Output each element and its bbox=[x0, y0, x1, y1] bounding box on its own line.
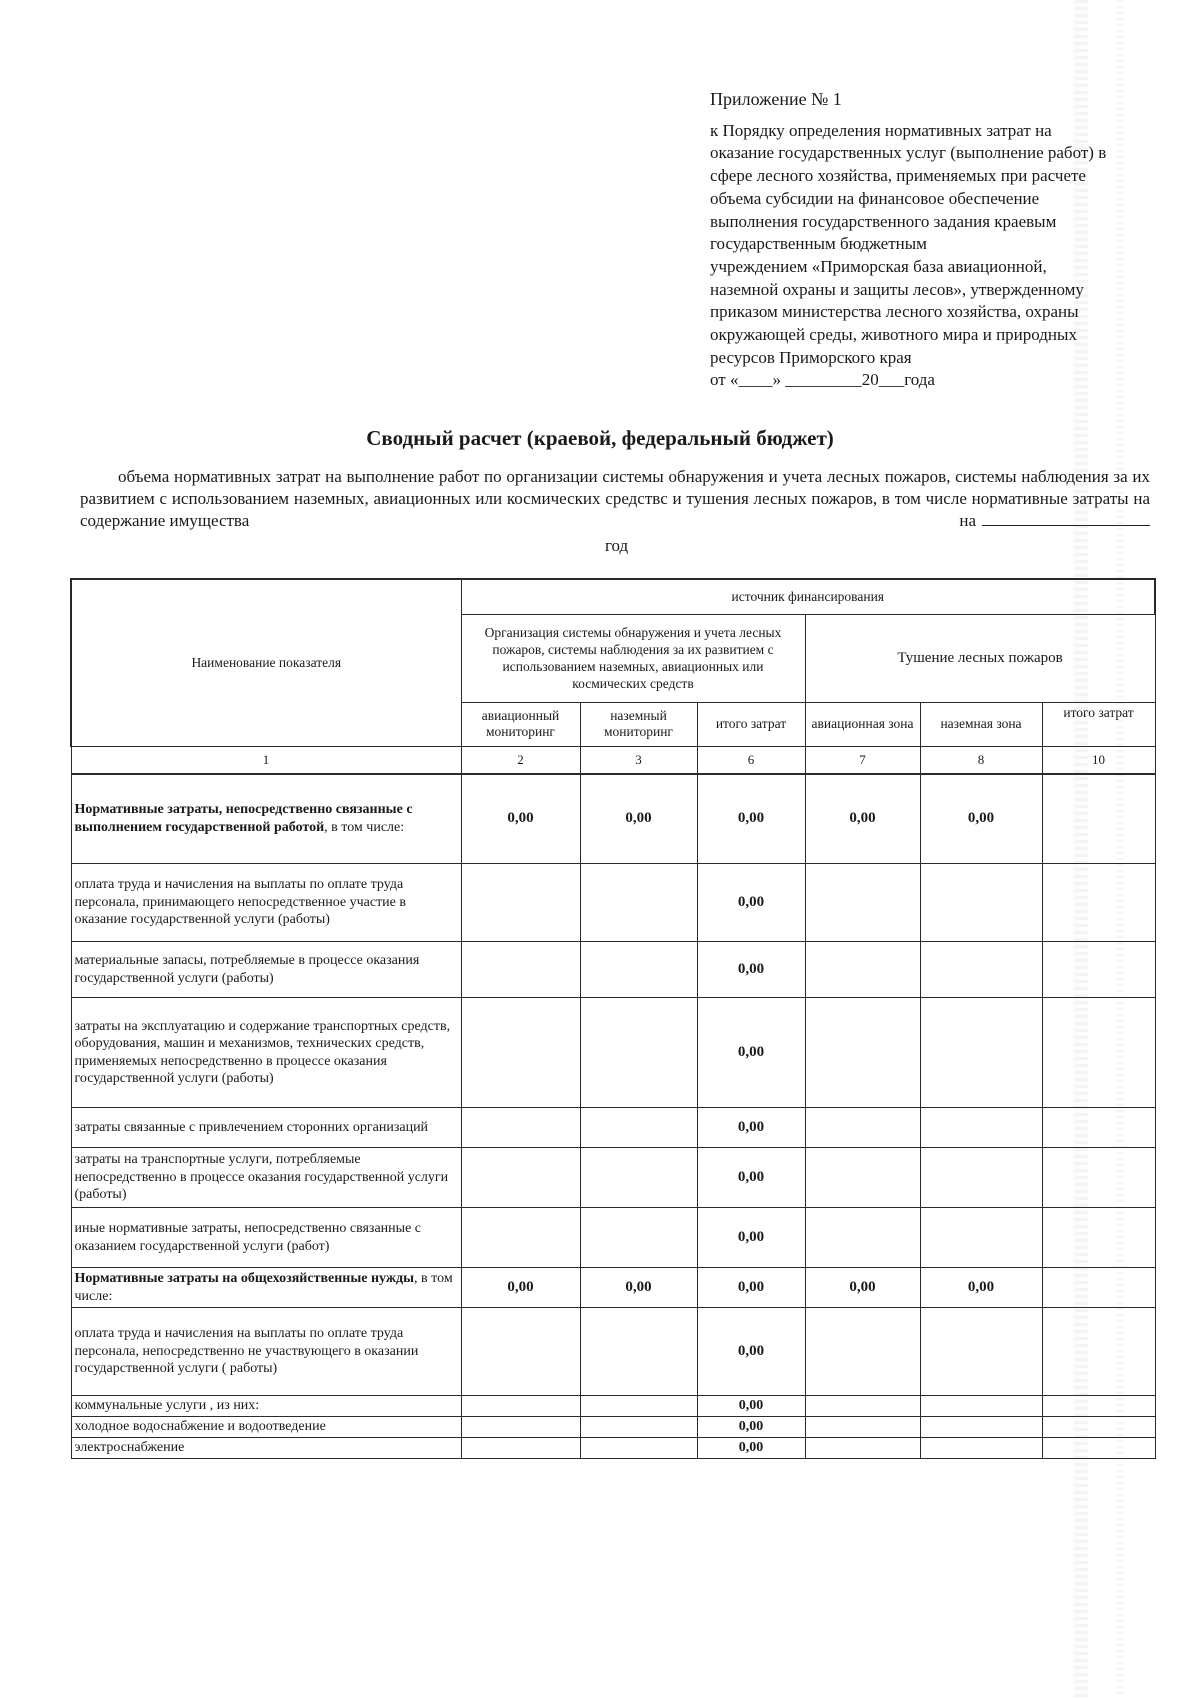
col-number: 2 bbox=[461, 746, 580, 774]
value-cell: 0,00 bbox=[697, 1208, 805, 1268]
value-cell bbox=[1042, 1438, 1155, 1459]
value-cell bbox=[920, 998, 1042, 1108]
indicator-name bbox=[71, 942, 461, 998]
value-cell bbox=[580, 1208, 697, 1268]
table-row bbox=[71, 1148, 1155, 1208]
indicator-name-text: затраты на эксплуатацию и содержание транспортных средств, оборудования, машин и механизмов, технических средств, применяемых непосредственно в процессе оказания государственной услуги (работы) bbox=[74, 1018, 451, 1086]
value-cell bbox=[805, 1396, 920, 1417]
value-cell bbox=[805, 1108, 920, 1148]
header-indicator-name: Наименование показателя bbox=[71, 579, 461, 746]
value-cell bbox=[805, 864, 920, 942]
value-cell bbox=[1042, 1396, 1155, 1417]
indicator-name bbox=[71, 1148, 461, 1208]
value-cell: 0,00 bbox=[697, 1108, 805, 1148]
indicator-name-text: затраты связанные с привлечением сторонних организаций bbox=[74, 1119, 429, 1135]
indicator-name-text: коммунальные услуги , из них: bbox=[74, 1398, 260, 1413]
indicator-name-bold: Нормативные затраты, непосредственно связанные с выполнением государственной работой bbox=[74, 802, 413, 835]
value-cell: 0,00 bbox=[697, 1438, 805, 1459]
value-cell: 0,00 bbox=[697, 998, 805, 1108]
date-blank-line bbox=[982, 511, 1150, 526]
table-body bbox=[71, 774, 1155, 1459]
table-row bbox=[71, 1208, 1155, 1268]
value-cell bbox=[805, 1148, 920, 1208]
value-cell bbox=[461, 1108, 580, 1148]
value-cell: 0,00 bbox=[697, 1308, 805, 1396]
value-cell bbox=[1042, 1417, 1155, 1438]
value-cell bbox=[1042, 1108, 1155, 1148]
column-number-row bbox=[71, 746, 1155, 774]
indicator-name-text: оплата труда и начисления на выплаты по оплате труда персонала, непосредственно не участвующего в оказании государственной услуги ( работы) bbox=[74, 1326, 419, 1377]
indicator-name bbox=[71, 1108, 461, 1148]
value-cell: 0,00 bbox=[697, 1417, 805, 1438]
col-number: 6 bbox=[697, 746, 805, 774]
indicator-name bbox=[71, 1208, 461, 1268]
table-row bbox=[71, 1417, 1155, 1438]
appendix-line: приказом министерства лесного хозяйства, охраны bbox=[710, 302, 1079, 322]
value-cell bbox=[461, 1396, 580, 1417]
value-cell bbox=[805, 1438, 920, 1459]
value-cell bbox=[920, 1438, 1042, 1459]
value-cell bbox=[461, 998, 580, 1108]
appendix-date-line: от «____» _________20___года bbox=[710, 370, 935, 390]
value-cell: 0,00 bbox=[805, 1268, 920, 1308]
value-cell: 0,00 bbox=[805, 774, 920, 864]
col-number: 7 bbox=[805, 746, 920, 774]
value-cell bbox=[805, 1417, 920, 1438]
value-cell bbox=[580, 864, 697, 942]
indicator-name-bold: Нормативные затраты на общехозяйственные нужды bbox=[74, 1271, 415, 1286]
value-cell: 0,00 bbox=[697, 1396, 805, 1417]
year-label: год bbox=[605, 536, 629, 555]
value-cell bbox=[1042, 864, 1155, 942]
value-cell bbox=[461, 1308, 580, 1396]
table-row bbox=[71, 864, 1155, 942]
appendix-line: учреждением «Приморская база авиационной, bbox=[710, 256, 1047, 276]
value-cell bbox=[920, 1417, 1042, 1438]
value-cell bbox=[1042, 774, 1155, 864]
table-row bbox=[71, 1308, 1155, 1396]
appendix-title: Приложение № 1 bbox=[710, 89, 842, 109]
col-number: 8 bbox=[920, 746, 1042, 774]
table-row bbox=[71, 1396, 1155, 1417]
appendix-line: к Порядку определения нормативных затрат на bbox=[710, 120, 1052, 140]
value-cell: 0,00 bbox=[580, 774, 697, 864]
indicator-name bbox=[71, 774, 461, 864]
appendix-line: сфере лесного хозяйства, применяемых при расчете bbox=[710, 166, 1086, 186]
header-group-detection: Организация системы обнаружения и учета лесных пожаров, системы наблюдения за их развитием с использованием наземных, авиационных или космических средств bbox=[461, 614, 805, 702]
appendix-line: ресурсов Приморского края bbox=[710, 347, 912, 367]
value-cell bbox=[1042, 998, 1155, 1108]
value-cell: 0,00 bbox=[697, 942, 805, 998]
date-field bbox=[921, 510, 1150, 532]
document-title: Сводный расчет (краевой, федеральный бюджет) bbox=[366, 426, 834, 450]
indicator-name bbox=[71, 1268, 461, 1308]
appendix-line: выполнения государственного задания краевым bbox=[710, 211, 1057, 231]
header-group-firefighting: Тушение лесных пожаров bbox=[805, 614, 1155, 702]
value-cell bbox=[580, 1438, 697, 1459]
table-row bbox=[71, 774, 1155, 864]
indicator-name-text: холодное водоснабжение и водоотведение bbox=[74, 1419, 326, 1434]
value-cell bbox=[920, 1148, 1042, 1208]
value-cell bbox=[805, 942, 920, 998]
header-col-3: наземный мониторинг bbox=[580, 702, 697, 746]
value-cell bbox=[1042, 1268, 1155, 1308]
indicator-name bbox=[71, 998, 461, 1108]
header-row-1 bbox=[71, 579, 1155, 614]
appendix-block bbox=[710, 88, 1160, 392]
indicator-name-text: иные нормативные затраты, непосредственно связанные с оказанием государственной услуги (работ) bbox=[74, 1221, 421, 1254]
indicator-name-text: , в том числе: bbox=[74, 1271, 453, 1304]
subtitle-text: объема нормативных затрат на выполнение работ по организации системы обнаружения и учета лесных пожаров, системы наблюдения за их развитием с использованием наземных, авиационных или космических средствс и тушения лесных пожаров, в том числе нормативные затраты на содержание имущества bbox=[80, 467, 1150, 530]
indicator-name-text: , в том числе: bbox=[324, 819, 405, 835]
value-cell: 0,00 bbox=[920, 1268, 1042, 1308]
table-row bbox=[71, 1438, 1155, 1459]
value-cell: 0,00 bbox=[697, 774, 805, 864]
indicator-name-text: затраты на транспортные услуги, потребляемые непосредственно в процессе оказания государственной услуги (работы) bbox=[74, 1152, 449, 1203]
value-cell bbox=[1042, 1308, 1155, 1396]
value-cell bbox=[580, 1148, 697, 1208]
header-funding-source: источник финансирования bbox=[461, 579, 1155, 614]
appendix-line: государственным бюджетным bbox=[710, 234, 927, 254]
value-cell bbox=[461, 1417, 580, 1438]
appendix-line: оказание государственных услуг (выполнение работ) в bbox=[710, 143, 1107, 163]
indicator-name bbox=[71, 1396, 461, 1417]
value-cell bbox=[920, 1396, 1042, 1417]
document-subtitle bbox=[80, 466, 1150, 532]
value-cell: 0,00 bbox=[461, 1268, 580, 1308]
value-cell: 0,00 bbox=[920, 774, 1042, 864]
value-cell bbox=[580, 1108, 697, 1148]
col-number: 1 bbox=[71, 746, 461, 774]
on-label: на bbox=[959, 511, 976, 530]
indicator-name-text: электроснабжение bbox=[74, 1440, 185, 1455]
value-cell bbox=[461, 1148, 580, 1208]
header-col-8: наземная зона bbox=[920, 702, 1042, 746]
appendix-line: наземной охраны и защиты лесов», утвержденному bbox=[710, 279, 1084, 299]
indicator-name bbox=[71, 1417, 461, 1438]
header-col-10: итого затрат bbox=[1042, 702, 1155, 746]
value-cell bbox=[1042, 1208, 1155, 1268]
value-cell: 0,00 bbox=[697, 1268, 805, 1308]
value-cell bbox=[920, 864, 1042, 942]
value-cell: 0,00 bbox=[461, 774, 580, 864]
value-cell bbox=[580, 942, 697, 998]
value-cell bbox=[461, 942, 580, 998]
value-cell: 0,00 bbox=[697, 1148, 805, 1208]
value-cell bbox=[920, 942, 1042, 998]
col-number: 3 bbox=[580, 746, 697, 774]
value-cell bbox=[580, 1308, 697, 1396]
value-cell bbox=[805, 1308, 920, 1396]
table-row bbox=[71, 942, 1155, 998]
value-cell bbox=[461, 1438, 580, 1459]
summary-table bbox=[70, 578, 1156, 1459]
indicator-name-text: оплата труда и начисления на выплаты по оплате труда персонала, принимающего непосредственное участие в оказание государственной услуги (работы) bbox=[74, 877, 407, 928]
value-cell bbox=[920, 1208, 1042, 1268]
value-cell bbox=[920, 1108, 1042, 1148]
value-cell bbox=[580, 1417, 697, 1438]
indicator-name bbox=[71, 1438, 461, 1459]
value-cell bbox=[580, 998, 697, 1108]
value-cell bbox=[461, 864, 580, 942]
header-col-6: итого затрат bbox=[697, 702, 805, 746]
value-cell bbox=[1042, 1148, 1155, 1208]
indicator-name bbox=[71, 864, 461, 942]
value-cell: 0,00 bbox=[580, 1268, 697, 1308]
header-col-2: авиационный мониторинг bbox=[461, 702, 580, 746]
indicator-name bbox=[71, 1308, 461, 1396]
value-cell bbox=[805, 998, 920, 1108]
table-row bbox=[71, 998, 1155, 1108]
table-row bbox=[71, 1108, 1155, 1148]
col-number: 10 bbox=[1042, 746, 1155, 774]
value-cell bbox=[920, 1308, 1042, 1396]
appendix-line: объема субсидии на финансовое обеспечение bbox=[710, 188, 1040, 208]
value-cell bbox=[580, 1396, 697, 1417]
value-cell: 0,00 bbox=[697, 864, 805, 942]
value-cell bbox=[1042, 942, 1155, 998]
indicator-name-text: материальные запасы, потребляемые в процессе оказания государственной услуги (работы) bbox=[74, 953, 420, 986]
value-cell bbox=[461, 1208, 580, 1268]
header-col-7: авиационная зона bbox=[805, 702, 920, 746]
table-row bbox=[71, 1268, 1155, 1308]
appendix-line: окружающей среды, животного мира и природных bbox=[710, 325, 1077, 345]
value-cell bbox=[805, 1208, 920, 1268]
